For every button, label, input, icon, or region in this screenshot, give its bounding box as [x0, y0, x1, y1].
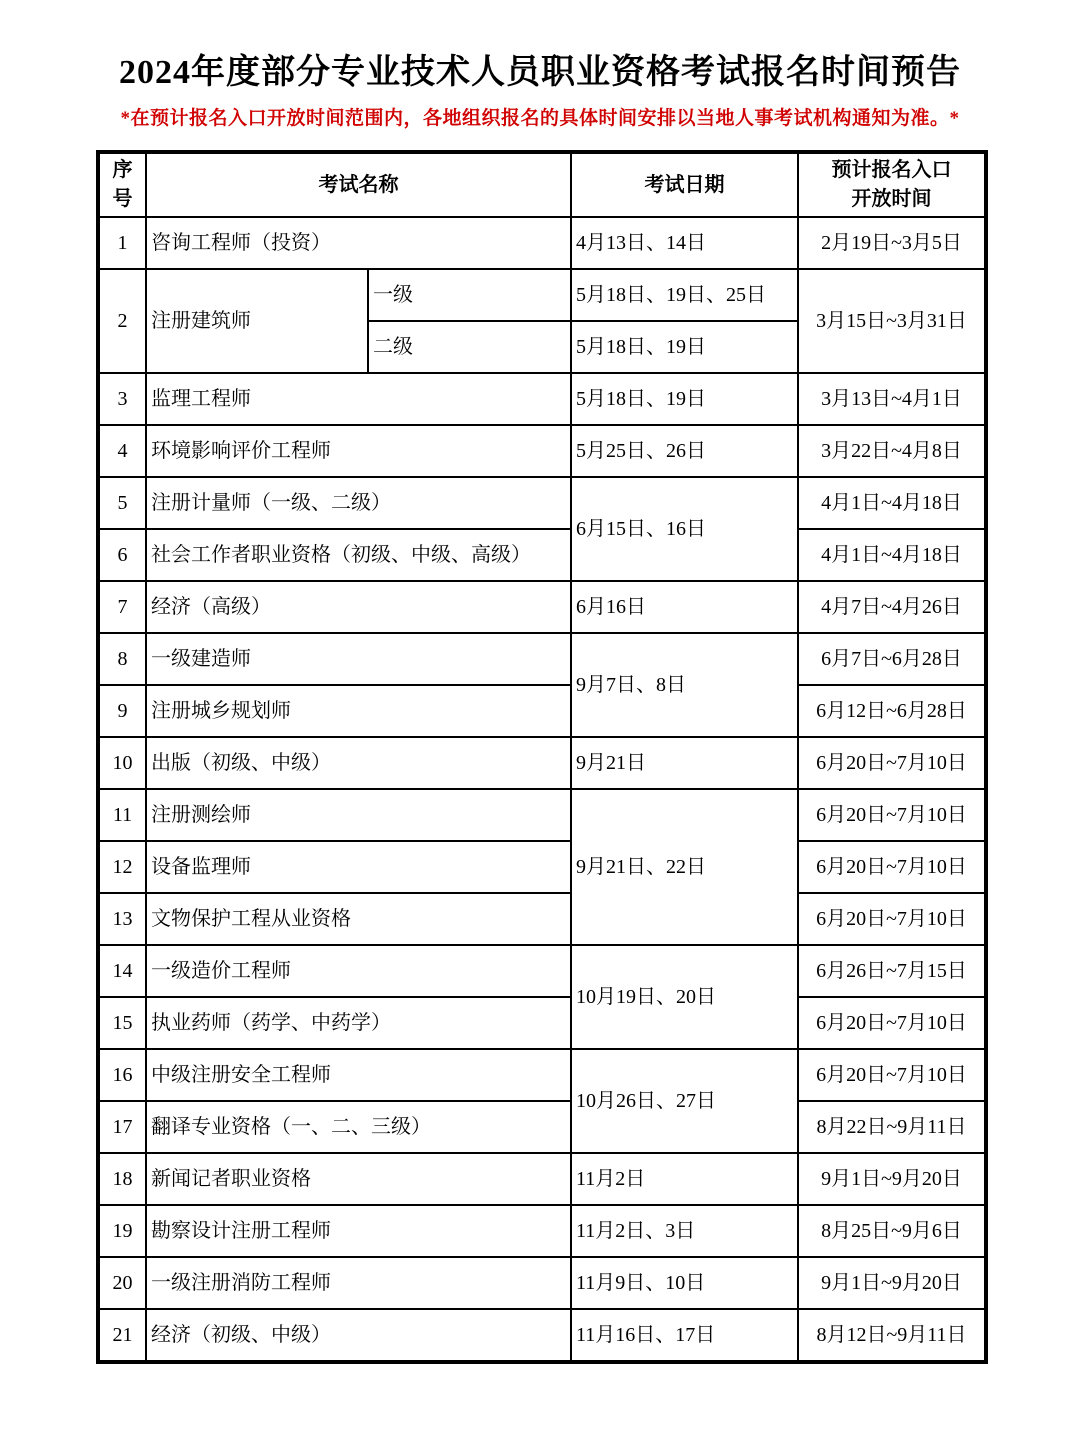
reg-time-cell: 6月20日~7月10日	[798, 893, 986, 945]
exam-date-cell: 9月7日、8日	[571, 633, 798, 737]
exam-schedule-table	[96, 150, 988, 1364]
exam-date-cell: 10月26日、27日	[571, 1049, 798, 1153]
table-row	[98, 581, 986, 633]
page-title: 2024年度部分专业技术人员职业资格考试报名时间预告	[119, 54, 961, 91]
index-cell: 1	[98, 217, 146, 269]
header-reg-time	[798, 152, 986, 217]
exam-name-cell: 中级注册安全工程师	[146, 1049, 571, 1101]
exam-name-cell: 出版（初级、中级）	[146, 737, 571, 789]
index-cell: 9	[98, 685, 146, 737]
reg-time-cell: 6月20日~7月10日	[798, 737, 986, 789]
exam-name-cell: 一级造价工程师	[146, 945, 571, 997]
reg-time-cell: 3月22日~4月8日	[798, 425, 986, 477]
exam-name-cell: 新闻记者职业资格	[146, 1153, 571, 1205]
exam-date-cell: 11月16日、17日	[571, 1309, 798, 1362]
table-row	[98, 1153, 986, 1205]
exam-level-cell: 一级	[368, 269, 571, 321]
exam-date-cell: 5月25日、26日	[571, 425, 798, 477]
exam-name-cell: 咨询工程师（投资）	[146, 217, 571, 269]
table-row	[98, 269, 986, 321]
table-row	[98, 633, 986, 685]
exam-date-cell: 11月9日、10日	[571, 1257, 798, 1309]
exam-date-cell: 11月2日	[571, 1153, 798, 1205]
index-cell: 21	[98, 1309, 146, 1362]
header-reg-line1: 预计报名入口	[831, 159, 952, 181]
header-index: 序号	[98, 152, 146, 217]
table-row	[98, 1049, 986, 1101]
table-row	[98, 425, 986, 477]
table-row	[98, 945, 986, 997]
exam-name-cell: 注册计量师（一级、二级）	[146, 477, 571, 529]
exam-date-cell: 5月18日、19日	[571, 321, 798, 373]
header-exam-date: 考试日期	[571, 152, 798, 217]
index-cell: 15	[98, 997, 146, 1049]
index-cell: 18	[98, 1153, 146, 1205]
notice-text: *在预计报名入口开放时间范围内，各地组织报名的具体时间安排以当地人事考试机构通知为准。*	[120, 108, 960, 129]
exam-name-cell: 注册建筑师	[146, 269, 368, 373]
exam-date-cell: 4月13日、14日	[571, 217, 798, 269]
reg-time-cell: 6月12日~6月28日	[798, 685, 986, 737]
index-cell: 10	[98, 737, 146, 789]
exam-date-cell: 10月19日、20日	[571, 945, 798, 1049]
header-reg-line2: 开放时间	[851, 188, 932, 210]
exam-name-cell: 注册测绘师	[146, 789, 571, 841]
reg-time-cell: 8月12日~9月11日	[798, 1309, 986, 1362]
reg-time-cell: 4月1日~4月18日	[798, 477, 986, 529]
exam-name-cell: 勘察设计注册工程师	[146, 1205, 571, 1257]
reg-time-cell: 9月1日~9月20日	[798, 1257, 986, 1309]
table-row	[98, 529, 986, 581]
reg-time-cell: 6月7日~6月28日	[798, 633, 986, 685]
exam-name-cell: 一级建造师	[146, 633, 571, 685]
index-cell: 8	[98, 633, 146, 685]
exam-date-cell: 6月16日	[571, 581, 798, 633]
reg-time-cell: 6月26日~7月15日	[798, 945, 986, 997]
index-cell: 2	[98, 269, 146, 373]
table-row	[98, 1257, 986, 1309]
exam-date-cell: 5月18日、19日、25日	[571, 269, 798, 321]
reg-time-cell: 6月20日~7月10日	[798, 789, 986, 841]
index-cell: 3	[98, 373, 146, 425]
table-row	[98, 893, 986, 945]
exam-name-cell: 设备监理师	[146, 841, 571, 893]
table-row	[98, 685, 986, 737]
reg-time-cell: 2月19日~3月5日	[798, 217, 986, 269]
exam-name-cell: 注册城乡规划师	[146, 685, 571, 737]
header-row	[98, 152, 986, 217]
reg-time-cell: 4月7日~4月26日	[798, 581, 986, 633]
reg-time-cell: 3月15日~3月31日	[798, 269, 986, 373]
reg-time-cell: 9月1日~9月20日	[798, 1153, 986, 1205]
table-row	[98, 789, 986, 841]
exam-name-cell: 执业药师（药学、中药学）	[146, 997, 571, 1049]
table-row	[98, 1309, 986, 1362]
exam-name-cell: 监理工程师	[146, 373, 571, 425]
table-row	[98, 1101, 986, 1153]
reg-time-cell: 3月13日~4月1日	[798, 373, 986, 425]
reg-time-cell: 6月20日~7月10日	[798, 997, 986, 1049]
reg-time-cell: 6月20日~7月10日	[798, 841, 986, 893]
exam-date-cell: 9月21日	[571, 737, 798, 789]
reg-time-cell: 4月1日~4月18日	[798, 529, 986, 581]
exam-name-cell: 社会工作者职业资格（初级、中级、高级）	[146, 529, 571, 581]
index-cell: 17	[98, 1101, 146, 1153]
reg-time-cell: 8月22日~9月11日	[798, 1101, 986, 1153]
header-exam-name: 考试名称	[146, 152, 571, 217]
table-row	[98, 477, 986, 529]
exam-date-cell: 9月21日、22日	[571, 789, 798, 945]
reg-time-cell: 8月25日~9月6日	[798, 1205, 986, 1257]
index-cell: 6	[98, 529, 146, 581]
table-row	[98, 997, 986, 1049]
index-cell: 11	[98, 789, 146, 841]
table-row	[98, 1205, 986, 1257]
exam-date-cell: 5月18日、19日	[571, 373, 798, 425]
exam-level-cell: 二级	[368, 321, 571, 373]
index-cell: 5	[98, 477, 146, 529]
index-cell: 20	[98, 1257, 146, 1309]
exam-name-cell: 文物保护工程从业资格	[146, 893, 571, 945]
table-row	[98, 737, 986, 789]
table-row	[98, 841, 986, 893]
exam-name-cell: 翻译专业资格（一、二、三级）	[146, 1101, 571, 1153]
index-cell: 12	[98, 841, 146, 893]
exam-name-cell: 环境影响评价工程师	[146, 425, 571, 477]
index-cell: 4	[98, 425, 146, 477]
exam-name-cell: 一级注册消防工程师	[146, 1257, 571, 1309]
index-cell: 14	[98, 945, 146, 997]
index-cell: 19	[98, 1205, 146, 1257]
table-row	[98, 217, 986, 269]
exam-date-cell: 11月2日、3日	[571, 1205, 798, 1257]
exam-name-cell: 经济（高级）	[146, 581, 571, 633]
exam-date-cell: 6月15日、16日	[571, 477, 798, 581]
reg-time-cell: 6月20日~7月10日	[798, 1049, 986, 1101]
table-row	[98, 373, 986, 425]
index-cell: 7	[98, 581, 146, 633]
exam-name-cell: 经济（初级、中级）	[146, 1309, 571, 1362]
index-cell: 13	[98, 893, 146, 945]
index-cell: 16	[98, 1049, 146, 1101]
